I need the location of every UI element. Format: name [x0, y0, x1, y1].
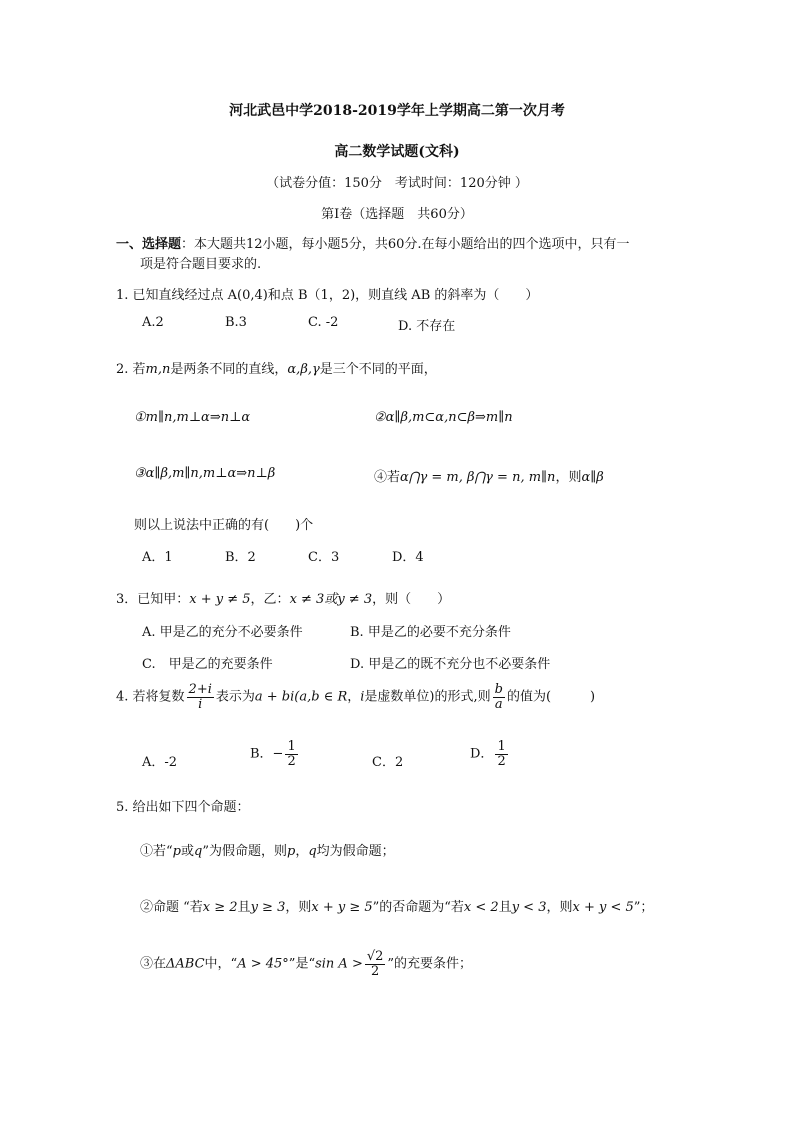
q2-ask: 则以上说法中正确的有( )个 — [134, 518, 314, 533]
q5-p1-math: p — [286, 844, 296, 859]
q2-option-c: C．3 — [308, 550, 340, 565]
q4-fraction-ba — [493, 683, 505, 711]
q5-p1-text: 或 — [180, 844, 194, 859]
q2-stem-part: 是两条不同的直线， — [170, 362, 288, 377]
q3-option-d: D. 甲是乙的既不充分也不必要条件 — [350, 657, 551, 672]
q3-stem-part: ，则（ ） — [372, 592, 451, 607]
q5-proposition-3 — [140, 950, 472, 978]
q1-option-b: B.3 — [225, 315, 247, 330]
q4-fraction-complex — [187, 683, 214, 711]
q5-p3-text: ”的充要条件； — [387, 956, 473, 972]
q5-p1-math: p — [172, 844, 181, 859]
question-5-stem: 5. 给出如下四个命题： — [116, 800, 250, 815]
q5-p2-text: ，则 — [546, 900, 573, 915]
q5-proposition-2 — [140, 896, 653, 915]
q4-optd-fraction — [495, 740, 507, 768]
q5-p3-text: ③在 — [140, 956, 167, 972]
q4-stem-part: 是虚数单位)的形式,则 — [364, 689, 491, 705]
q5-p2-text: 且 — [237, 900, 251, 915]
q5-p2-math: y < 3 — [511, 900, 547, 915]
q5-p3-text: 中，“ — [204, 956, 238, 972]
q4-frac-num: 2+i — [188, 682, 212, 697]
q2-statement-2: ②α∥β,m⊂α,n⊂β⇒m∥n — [374, 410, 513, 425]
q5-p3-text: ”是“ — [288, 956, 316, 972]
q5-p2-text: ”； — [633, 900, 654, 915]
q4-stem-part: 表示为 — [215, 689, 255, 705]
section-label: 一、选择题 — [116, 237, 182, 252]
q2-statement-3: ③α∥β,m∥n,m⊥α⇒n⊥β — [134, 466, 276, 481]
q4-math: a + bi(a,b ∈ R — [254, 689, 348, 705]
q5-p2-math: x + y < 5 — [572, 900, 634, 915]
q3-math: x + y ≠ 5 — [189, 592, 251, 607]
q4-stem-part: 的值为( ) — [506, 689, 596, 705]
q2-s4-math: α∥β — [581, 470, 604, 485]
q4-optd-den: 2 — [497, 753, 506, 769]
q5-p1-math: q — [194, 844, 203, 859]
q2-option-d: D．4 — [392, 550, 424, 565]
q1-option-a: A.2 — [142, 315, 164, 330]
section-intro-line-2: 项是符合题目要求的. — [140, 257, 262, 272]
q4-optd-num: 1 — [497, 739, 506, 754]
exam-subtitle: 高二数学试题(文科) — [334, 144, 460, 160]
q2-s4-text: ，则 — [555, 470, 582, 485]
q5-p3-math: sin A > — [315, 956, 363, 972]
q5-p3-fraction — [365, 950, 386, 978]
q5-p3-math: ΔABC — [166, 956, 205, 972]
section-intro-line-1 — [116, 233, 630, 252]
q3-stem-part: ，乙： — [250, 592, 290, 607]
section-intro-text: ：本大题共12小题，每小题5分，共60分.在每小题给出的四个选项中，只有一 — [181, 237, 630, 252]
q4-frac2-num: b — [494, 682, 503, 697]
q4-optd-label: D． — [470, 746, 494, 762]
q4-optb-num: 1 — [287, 739, 296, 754]
q4-math: i — [360, 689, 365, 705]
exam-info: （试卷分值：150分 考试时间：120分钟 ） — [266, 176, 528, 191]
q4-frac2-den: a — [494, 696, 503, 712]
q5-p1-text: ①若“ — [140, 844, 173, 859]
q5-p1-text: ”为假命题，则 — [202, 844, 287, 859]
part-heading: 第Ⅰ卷（选择题 共60分） — [321, 207, 473, 222]
q4-option-b — [250, 740, 300, 768]
q2-statement-4 — [374, 466, 604, 485]
q2-statement-1: ①m∥n,m⊥α⇒n⊥α — [134, 410, 251, 425]
q2-stem-part: 2. 若 — [116, 362, 146, 377]
q5-p2-math: x + y ≥ 5 — [311, 900, 373, 915]
q2-stem-part: 是三个不同的平面， — [319, 362, 437, 377]
q4-option-c: C．2 — [372, 755, 404, 770]
q4-stem-part: ， — [347, 689, 361, 705]
q5-proposition-1 — [140, 840, 395, 859]
q4-stem-part: 4. 若将复数 — [116, 689, 185, 705]
q3-option-a: A. 甲是乙的充分不必要条件 — [142, 625, 303, 640]
q2-s4-text: ④若 — [374, 470, 401, 485]
q3-math: x ≠ 3或y ≠ 3 — [289, 592, 373, 607]
q5-p3-den: 2 — [370, 963, 380, 979]
q5-p3-num: √2 — [366, 949, 384, 964]
q4-option-d — [470, 740, 510, 768]
q5-p2-math: x < 2 — [463, 900, 499, 915]
q2-lines-symbol: m,n — [145, 362, 171, 377]
q5-p2-math: y ≥ 3 — [250, 900, 286, 915]
q5-p1-math: q — [308, 844, 317, 859]
q2-option-b: B．2 — [225, 550, 256, 565]
q5-p3-math: A > 45° — [237, 956, 289, 972]
question-3-stem — [116, 588, 450, 607]
q5-p2-text: 且 — [498, 900, 512, 915]
q4-frac-den: i — [198, 696, 203, 712]
q5-p1-text: ， — [295, 844, 309, 859]
q2-s4-math: α⋂γ = m, β⋂γ = n, m∥n — [400, 470, 556, 485]
question-4-stem — [116, 683, 595, 711]
question-1-stem: 1. 已知直线经过点 A(0,4)和点 B（1，2)，则直线 AB 的斜率为（ ） — [116, 288, 539, 303]
q5-p2-text: ②命题 “若 — [140, 900, 203, 915]
q5-p2-math: x ≥ 2 — [202, 900, 238, 915]
question-2-stem — [116, 358, 437, 377]
q1-option-d: D. 不存在 — [398, 319, 456, 334]
q2-option-a: A．1 — [142, 550, 173, 565]
q1-option-c: C. -2 — [308, 315, 339, 330]
q5-p2-text: ”的否命题为“若 — [372, 900, 464, 915]
q5-p1-text: 均为假命题； — [316, 844, 395, 859]
q4-optb-fraction — [285, 740, 297, 768]
q4-optb-den: 2 — [287, 753, 296, 769]
q3-option-b: B. 甲是乙的必要不充分条件 — [350, 625, 511, 640]
q5-p2-text: ，则 — [285, 900, 312, 915]
q4-optb-label: B．− — [250, 746, 284, 762]
q3-stem-part: 3．已知甲： — [116, 592, 190, 607]
q2-planes-symbol: α,β,γ — [287, 362, 320, 377]
exam-title: 河北武邑中学2018-2019学年上学期高二第一次月考 — [229, 103, 565, 119]
q3-option-c: C. 甲是乙的充要条件 — [142, 657, 273, 672]
q4-option-a: A．-2 — [142, 755, 178, 770]
